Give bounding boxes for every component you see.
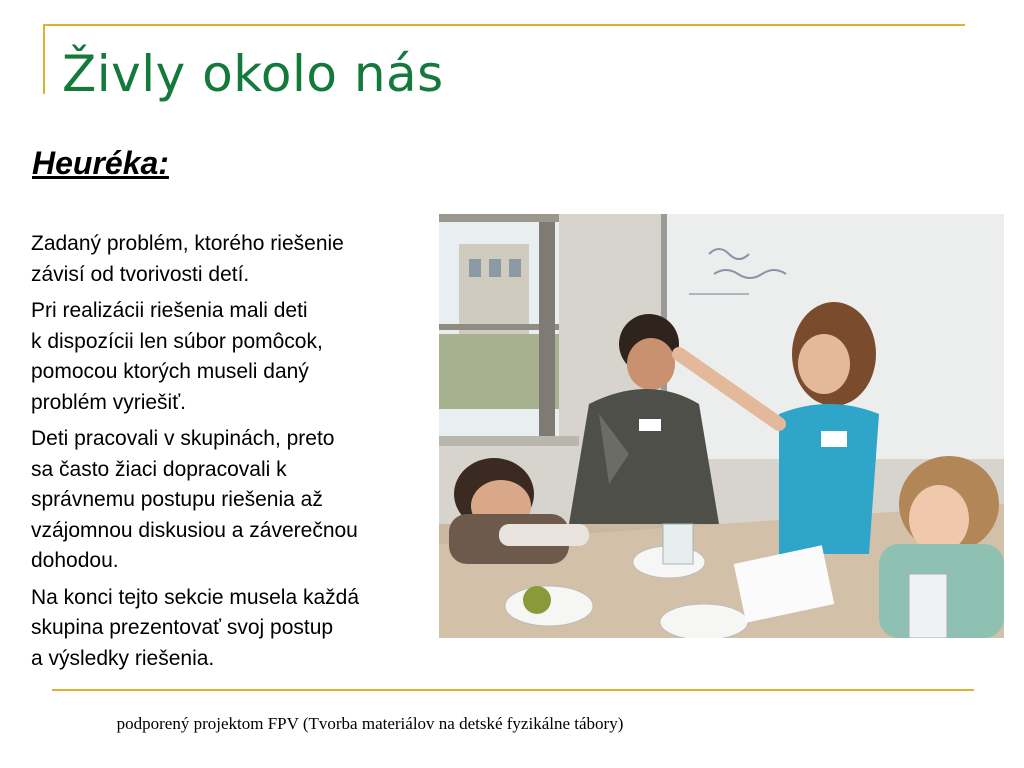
footer-note: podporený projektom FPV (Tvorba materiálov na detské fyzikálne tábory) [116,714,624,733]
paragraph-2: Pri realizácii riešenia mali deti k dispozícii len súbor pomôcok, pomocou ktorých museli daný problém vyriešiť. [31,299,323,414]
bottom-rule [52,689,974,691]
paragraph-3: Deti pracovali v skupinách, preto sa často žiaci dopracovali k správnemu postupu riešenia až vzájomnou diskusiou a záverečnou dohodou. [31,427,358,572]
top-rule [43,24,965,26]
left-rule [43,24,45,94]
slide-title: Živly okolo nás [62,45,444,103]
paragraph-1: Zadaný problém, ktorého riešenie závisí od tvorivosti detí. [31,232,344,286]
window [439,214,579,446]
classroom-photo [439,214,1004,638]
body-text [31,229,436,680]
slide-subtitle: Heuréka: [32,145,169,181]
paragraph-4: Na konci tejto sekcie musela každá skupina prezentovať svoj postup a výsledky riešenia. [31,585,359,670]
